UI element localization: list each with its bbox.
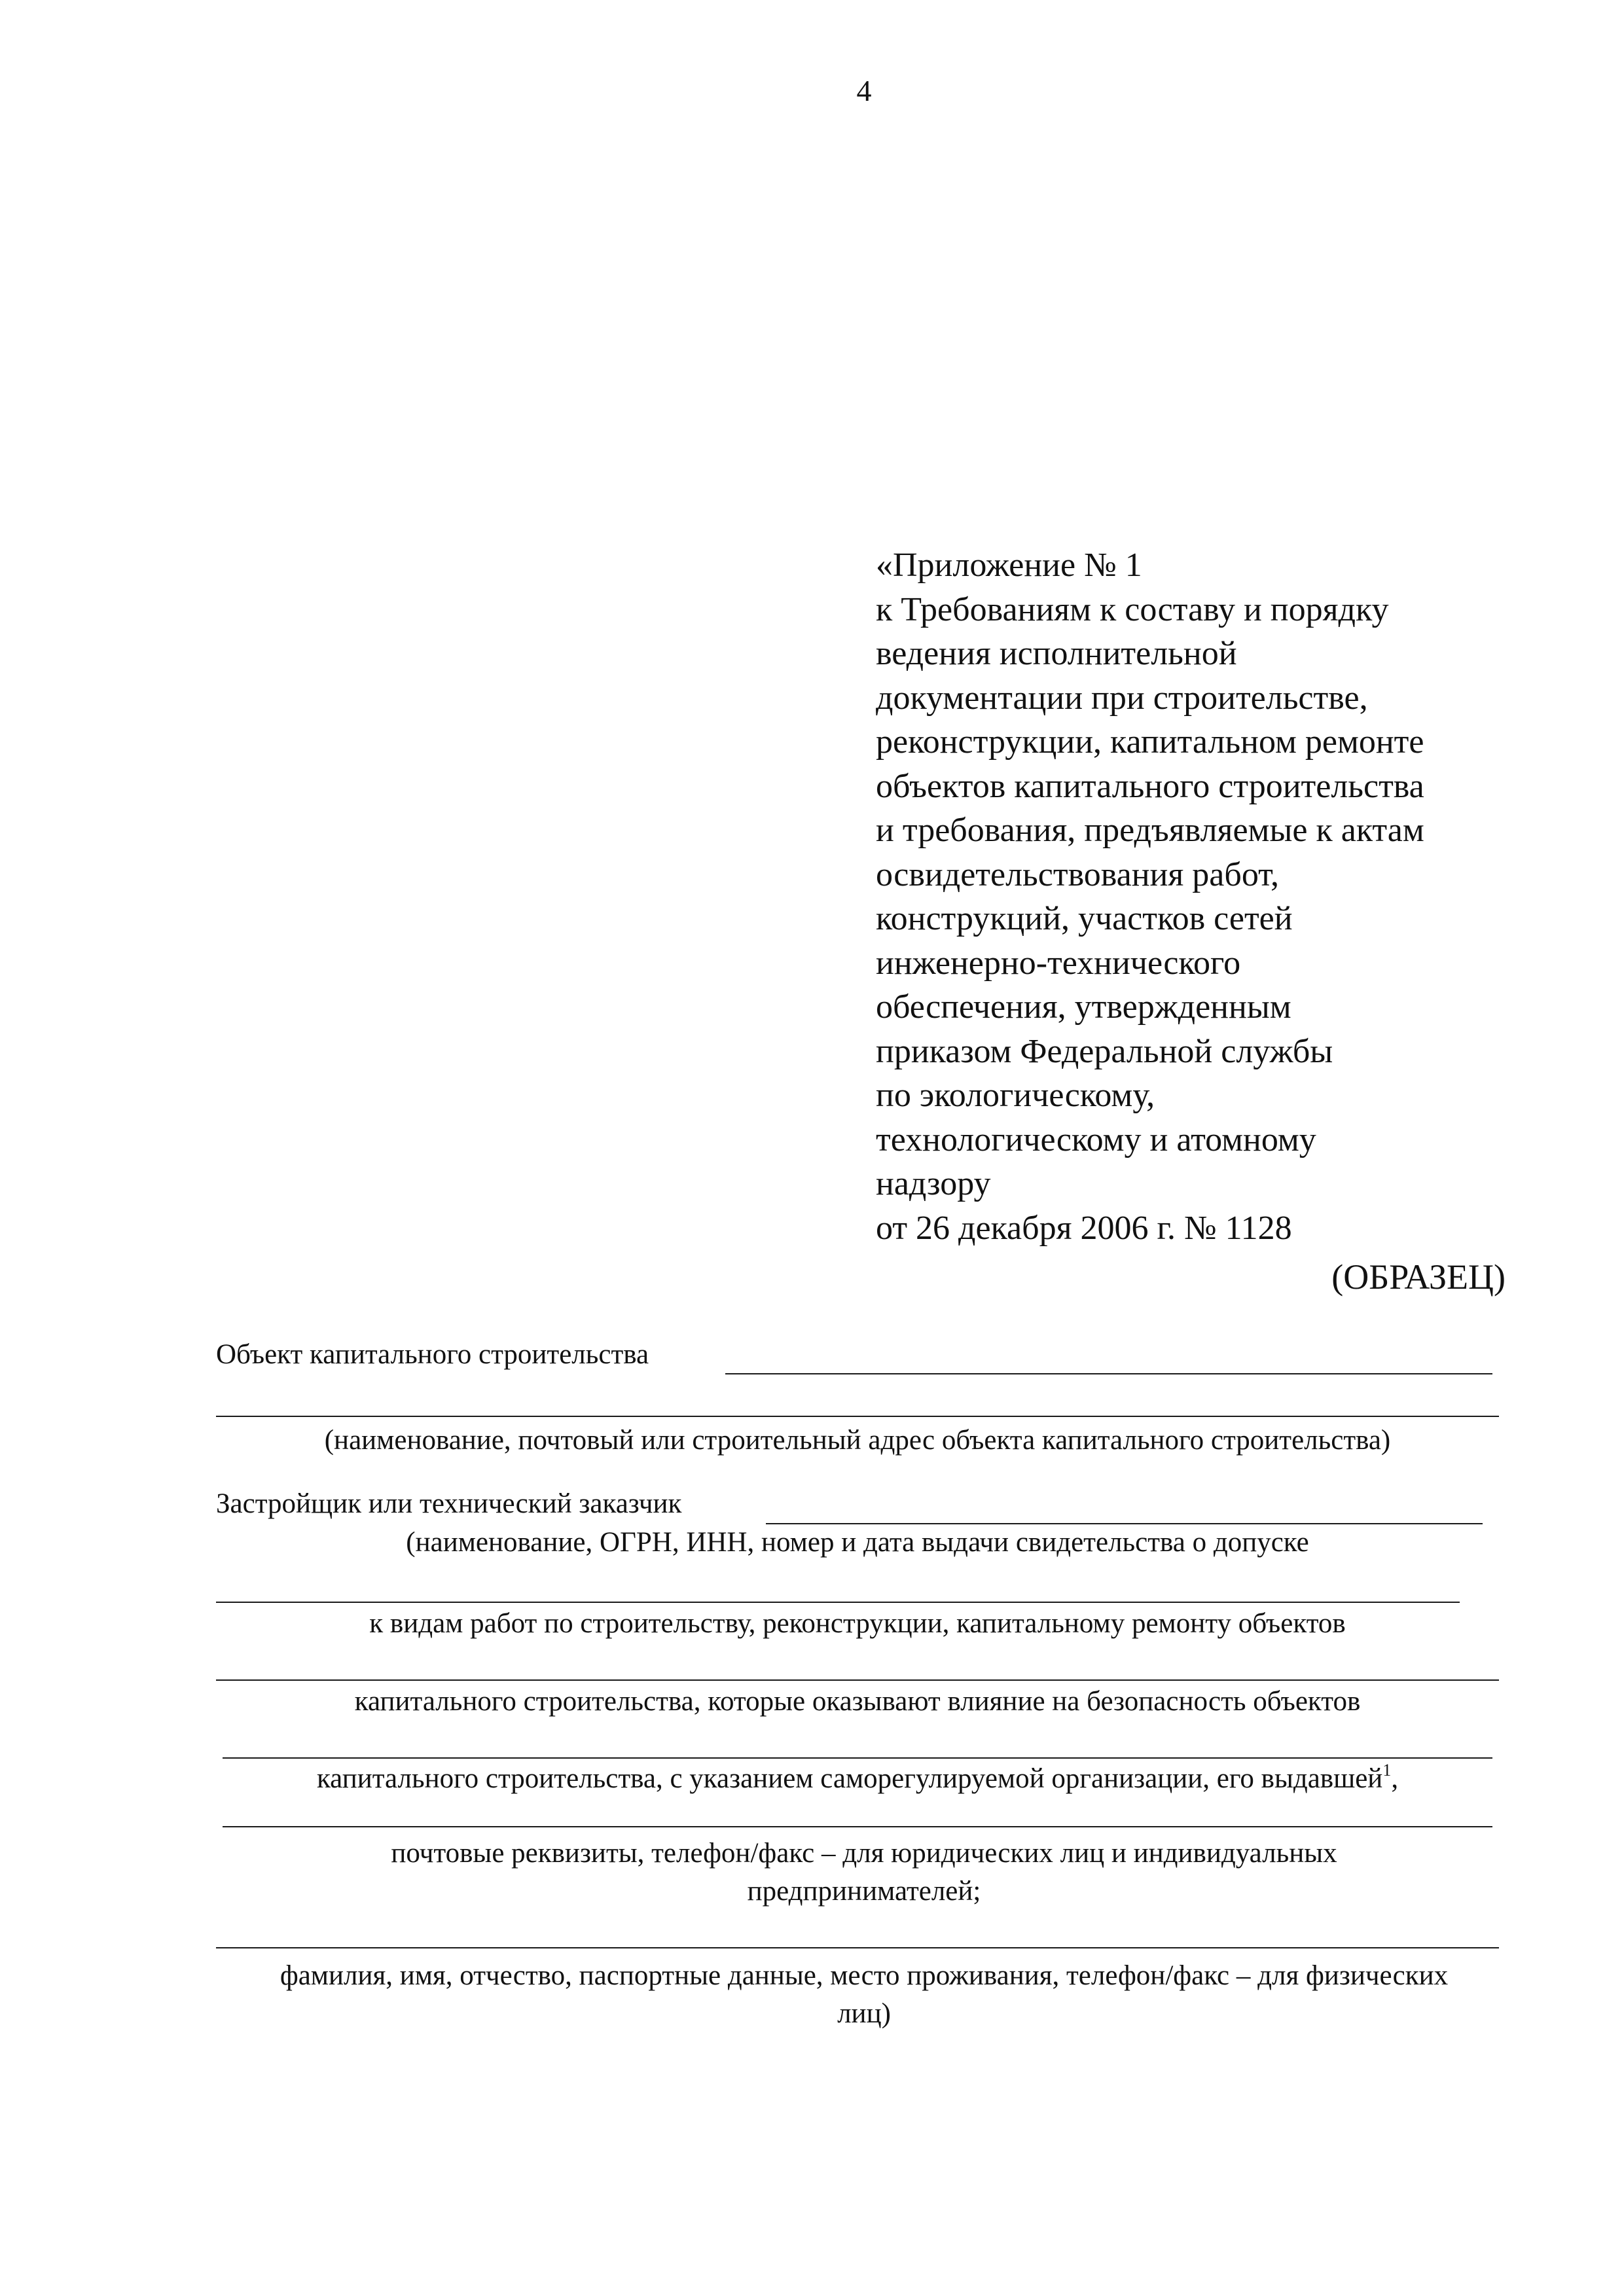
developer-field-line <box>766 1523 1483 1524</box>
developer-caption-6: фамилия, имя, отчество, паспортные данные, место проживания, телефон/факс – для физических лиц) <box>280 1960 1449 2029</box>
appendix-header-line: и требования, предъявляемые к актам <box>876 812 1424 849</box>
developer-field-line-2 <box>216 1602 1460 1603</box>
developer-caption-4-end: , <box>1391 1763 1399 1794</box>
object-field-line <box>725 1373 1492 1374</box>
appendix-header-line: надзору <box>876 1165 991 1202</box>
footnote-marker: 1 <box>1382 1761 1392 1780</box>
developer-label: Застройщик или технический заказчик <box>216 1488 682 1519</box>
appendix-header-line: от 26 декабря 2006 г. № 1128 <box>876 1209 1292 1247</box>
object-caption: (наименование, почтовый или строительный адрес объекта капитального строительства) <box>324 1425 1391 1456</box>
appendix-header-line: «Приложение № 1 <box>876 547 1142 584</box>
appendix-header-line: технологическому и атомному <box>876 1121 1316 1158</box>
object-field-line-2 <box>216 1416 1499 1417</box>
appendix-header-line: освидетельствования работ, <box>876 855 1279 893</box>
appendix-header <box>876 543 1517 1250</box>
developer-caption-5: почтовые реквизиты, телефон/факс – для юридических лиц и индивидуальных предпринимателей; <box>391 1838 1337 1907</box>
developer-caption-1: (наименование, ОГРН, ИНН, номер и дата выдачи свидетельства о допуске <box>406 1527 1309 1558</box>
appendix-header-line: конструкций, участков сетей <box>876 900 1293 937</box>
developer-field-line-6 <box>216 1947 1499 1948</box>
appendix-header-line: объектов капитального строительства <box>876 767 1424 805</box>
developer-field-line-5 <box>223 1826 1492 1827</box>
appendix-header-line: по экологическому, <box>876 1077 1155 1114</box>
appendix-header-line: ведения исполнительной <box>876 635 1237 672</box>
developer-caption-4-row <box>216 1763 1499 1795</box>
sample-mark: (ОБРАЗЕЦ) <box>1331 1257 1506 1297</box>
developer-caption-4: капитального строительства, с указанием саморегулируемой организации, его выдавшей <box>316 1763 1383 1794</box>
appendix-header-line: реконструкции, капитальном ремонте <box>876 723 1424 761</box>
appendix-header-line: к Требованиям к составу и порядку <box>876 590 1389 628</box>
developer-caption-2: к видам работ по строительству, реконструкции, капитальному ремонту объектов <box>369 1608 1346 1639</box>
appendix-header-line: приказом Федеральной службы <box>876 1032 1333 1070</box>
appendix-header-line: инженерно-технического <box>876 944 1241 982</box>
page-number: 4 <box>856 74 872 107</box>
developer-caption-3: капитального строительства, которые оказывают влияние на безопасность объектов <box>354 1686 1361 1717</box>
object-label: Объект капитального строительства <box>216 1339 649 1370</box>
appendix-header-line: обеспечения, утвержденным <box>876 988 1291 1026</box>
developer-field-line-3 <box>216 1679 1499 1681</box>
developer-field-line-4 <box>223 1757 1492 1759</box>
appendix-header-line: документации при строительстве, <box>876 679 1368 717</box>
